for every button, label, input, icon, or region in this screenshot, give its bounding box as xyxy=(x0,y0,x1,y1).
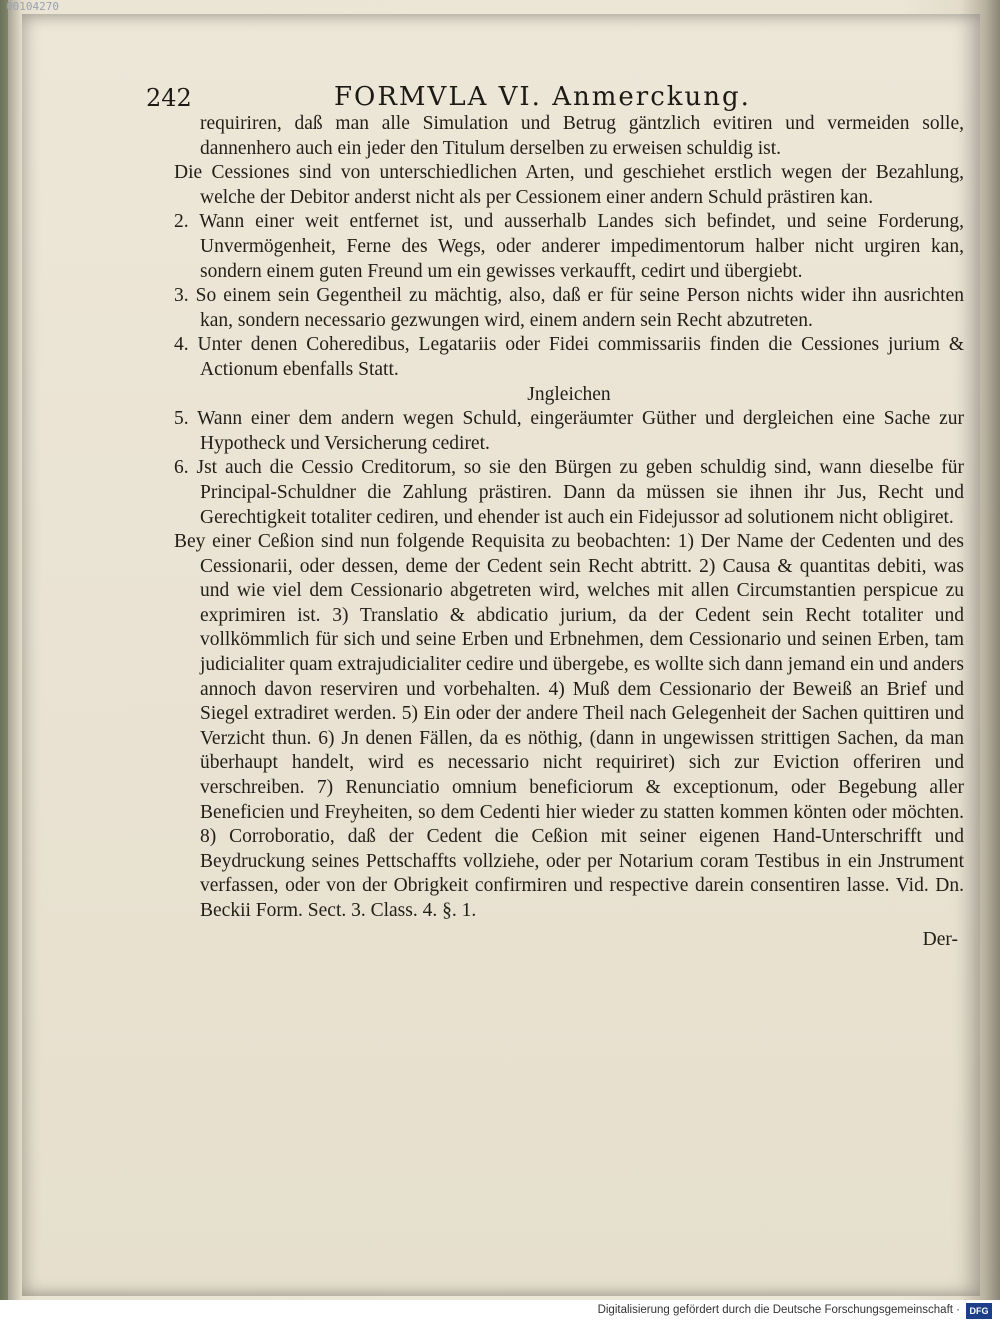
page-header xyxy=(22,76,980,116)
list-item-6: 6. Jst auch die Cessio Creditorum, so sie den Bürgen zu geben schuldig sind, wann dieselbe für Principal-Schuldner die Zahlung prästiren. Dann da müssen sie ihnen ihr Jus, Recht und Gerechtigkeit totaliter cediren, und ehender ist auch ein Fidejussor ad solutionem nicht obligiret. xyxy=(174,457,964,528)
section-heading-ingleichen: Jngleichen xyxy=(527,383,611,405)
book-binding-edge xyxy=(0,0,8,1300)
list-item-4: 4. Unter denen Coheredibus, Legatariis oder Fidei commissariis finden die Cessiones jurium & Actionum ebenfalls Statt. xyxy=(174,334,964,380)
digitization-footer xyxy=(0,1300,1000,1323)
footer-credit: Digitalisierung gefördert durch die Deutsche Forschungsgemeinschaft · xyxy=(597,1304,960,1316)
running-head: FORMVLA VI. Anmerckung. xyxy=(334,82,751,112)
paragraph-cessiones: Die Cessiones sind von unterschiedlichen Arten, und geschiehet erstlich wegen der Bezahlung, welche der Debitor anderst nicht als per Cessionem einer andern Schuld prästiren kan. xyxy=(174,162,964,208)
list-item-5: 5. Wann einer dem andern wegen Schuld, eingeräumter Güther und dergleichen eine Sache zur Hypotheck und Versicherung cediret. xyxy=(174,408,964,454)
catchword: Der- xyxy=(922,928,958,950)
book-page xyxy=(22,14,980,1296)
scan-id-watermark: 00104270 xyxy=(6,0,59,13)
paragraph-requisita: Bey einer Ceßion sind nun folgende Requisita zu beobachten: 1) Der Name der Cedenten und des Cessionarii, oder dessen, deme der Cedent sein Recht abtritt. 2) Causa & quantitas debiti, was und wie viel dem Cessionario abgetreten wird, welches mit allen Circumstantien perspicue zu exprimiren ist. 3) Translatio & abdicatio jurium, da der Cedent sein Recht totaliter und vollkömmlich für sich und seine Erben und Erbnehmen, dem Cessionario und seinen Erben, tam judicialiter quam extrajudicialiter cedire und übergebe, es wollte sich dann jemand ein und anders annoch davon reserviren und vorbehalten. 4) Muß dem Cessionario der Beweiß an Brief und Siegel extradiret werden. 5) Ein oder der andere Theil nach Gelegenheit der Sachen quittiren und Verzicht thun. 6) Jn denen Fällen, da es nöthig, (dann in ungewissen strittigen Sachen, da man überhaupt handelt, wird es necessario nicht requiriret) sich zur Eviction offeriren und verschreiben. 7) Renunciatio omnium beneficiorum & exceptionum, oder Begebung aller Beneficien und Freyheiten, so dem Cedenti hier wieder zu statten kommen könten oder möchten. 8) Corroboratio, daß der Cedent die Ceßion mit seiner eigenen Hand-Unterschrifft und Beydruckung seines Pettschaffts vollziehe, oder per Notarium coram Testibus in ein Jnstrument verfassen, oder von der Obrigkeit confirmiren und respective darein consentiren lasse. Vid. Dn. Beckii Form. Sect. 3. Class. 4. §. 1. xyxy=(174,531,964,921)
list-item-3: 3. So einem sein Gegentheil zu mächtig, also, daß er für seine Person nichts wider ihn ausrichten kan, sondern necessario gezwungen wird, einem andern sein Recht abzutreten. xyxy=(174,285,964,331)
list-item-2: 2. Wann einer weit entfernet ist, und ausserhalb Landes sich befindet, und seine Forderung, Unvermögenheit, Ferne des Wegs, oder anderer impedimentorum halber nicht urgiren kan, sondern einem guten Freund um ein gewisses verkaufft, cedirt und übergiebt. xyxy=(174,211,964,282)
paragraph-continuation: requiriren, daß man alle Simulation und Betrug gäntzlich evitiren und vermeiden solle, dannenhero auch ein jeder den Titulum derselben zu erweisen schuldig ist. xyxy=(200,113,964,159)
page-number: 242 xyxy=(146,84,192,112)
body-text xyxy=(174,112,964,952)
dfg-logo: DFG xyxy=(966,1303,992,1319)
